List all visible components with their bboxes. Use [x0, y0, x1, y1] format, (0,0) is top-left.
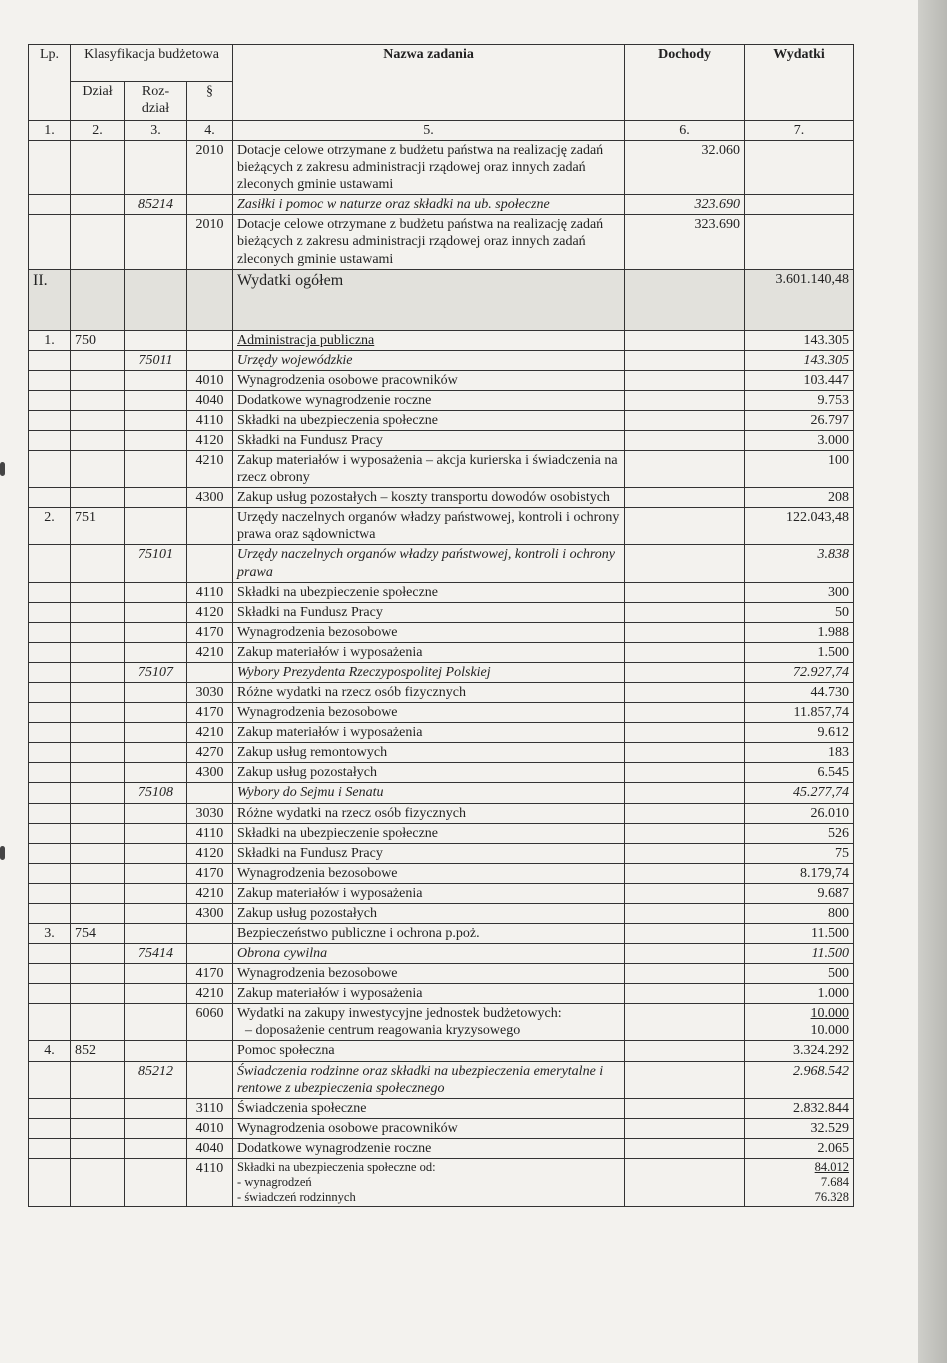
paragraph-code: 4210 [187, 984, 233, 1004]
expense-value: 45.277,74 [745, 783, 854, 803]
budget-table [28, 44, 854, 1207]
table-row [29, 743, 854, 763]
header-wydatki: Wydatki [745, 45, 854, 121]
item-name: Zakup materiałów i wyposażenia [233, 984, 625, 1004]
expense-value: 103.447 [745, 370, 854, 390]
summary-total: 3.601.140,48 [745, 269, 854, 330]
chapter-code: 75101 [125, 545, 187, 582]
expense-value: 32.529 [745, 1118, 854, 1138]
col-number: 7. [745, 121, 854, 141]
expense-value: 2.968.542 [745, 1061, 854, 1098]
item-name: Dodatkowe wynagrodzenie roczne [233, 390, 625, 410]
expense-value: 11.857,74 [745, 703, 854, 723]
expense-value: 11.500 [745, 944, 854, 964]
task-name: Dotacje celowe otrzymane z budżetu państwa na realizację zadań bieżących z zakresu administracji rządowej oraz innych zadań zleconych gminie ustawami [233, 215, 625, 269]
table-row [29, 883, 854, 903]
item-name: Zakup materiałów i wyposażenia [233, 642, 625, 662]
chapter-name: Urzędy naczelnych organów władzy państwowej, kontroli i ochrony prawa [233, 545, 625, 582]
division-code: 751 [71, 508, 125, 545]
header-dzial: Dział [71, 82, 125, 121]
income-value: 323.690 [625, 215, 745, 269]
expense-value: 26.797 [745, 410, 854, 430]
expense-cell [745, 1004, 854, 1041]
chapter-row [29, 783, 854, 803]
division-code: 750 [71, 330, 125, 350]
paragraph-code: 4170 [187, 863, 233, 883]
chapter-row [29, 350, 854, 370]
expense-subvalue: 76.328 [814, 1189, 850, 1204]
item-name: Zakup usług pozostałych [233, 763, 625, 783]
expense-subvalue: 10.000 [810, 1023, 850, 1039]
contribution-subitem: - wynagrodzeń [237, 1174, 312, 1189]
expense-value: 26.010 [745, 803, 854, 823]
table-row [29, 984, 854, 1004]
item-name: Składki na ubezpieczenie społeczne [233, 582, 625, 602]
chapter-name: Obrona cywilna [233, 944, 625, 964]
table-row [29, 141, 854, 195]
table-row [29, 431, 854, 451]
paragraph-code: 2010 [187, 215, 233, 269]
expense-value: 9.687 [745, 883, 854, 903]
expense-value: 1.500 [745, 642, 854, 662]
table-row [29, 390, 854, 410]
expense-value: 143.305 [745, 350, 854, 370]
chapter-code: 75108 [125, 783, 187, 803]
col-number: 5. [233, 121, 625, 141]
chapter-code: 85214 [125, 195, 187, 215]
paragraph-code: 4040 [187, 1138, 233, 1158]
paragraph-code: 4010 [187, 370, 233, 390]
chapter-name: Świadczenia rodzinne oraz składki na ubezpieczenia emerytalne i rentowe z ubezpieczenia społecznego [233, 1061, 625, 1098]
paragraph-code: 2010 [187, 141, 233, 195]
summary-lp: II. [29, 269, 71, 330]
investment-subitem: – doposażenie centrum reagowania kryzysowego [245, 1023, 521, 1039]
chapter-name: Wybory do Sejmu i Senatu [233, 783, 625, 803]
item-name: Składki na Fundusz Pracy [233, 843, 625, 863]
paragraph-code: 4210 [187, 723, 233, 743]
item-name: Zakup usług pozostałych – koszty transportu dowodów osobistych [233, 488, 625, 508]
table-row [29, 1098, 854, 1118]
investment-name: Wydatki na zakupy inwestycyjne jednostek budżetowych: [237, 1006, 562, 1022]
table-row [29, 642, 854, 662]
income-value: 32.060 [625, 141, 745, 195]
item-name: Składki na ubezpieczenie społeczne [233, 823, 625, 843]
item-name: Zakup usług remontowych [233, 743, 625, 763]
task-name: Dotacje celowe otrzymane z budżetu państwa na realizację zadań bieżących z zakresu administracji rządowej oraz innych zadań zleconych gminie ustawami [233, 141, 625, 195]
paragraph-code: 3030 [187, 803, 233, 823]
paragraph-code: 4120 [187, 843, 233, 863]
chapter-row [29, 545, 854, 582]
punch-hole-mark [0, 462, 5, 476]
expense-value: 11.500 [745, 923, 854, 943]
section-lp: 1. [29, 330, 71, 350]
paragraph-code: 4210 [187, 883, 233, 903]
item-name: Wynagrodzenia osobowe pracowników [233, 370, 625, 390]
expense-value: 10.000 [810, 1006, 850, 1022]
paragraph-code: 4270 [187, 743, 233, 763]
paragraph-code: 4300 [187, 763, 233, 783]
expense-value: 72.927,74 [745, 662, 854, 682]
paragraph-code: 4300 [187, 488, 233, 508]
table-row [29, 488, 854, 508]
expense-value: 9.753 [745, 390, 854, 410]
expense-value: 3.838 [745, 545, 854, 582]
chapter-row [29, 662, 854, 682]
expense-value: 8.179,74 [745, 863, 854, 883]
item-name: Wynagrodzenia bezosobowe [233, 863, 625, 883]
chapter-row [29, 944, 854, 964]
table-row [29, 723, 854, 743]
table-row [29, 1004, 854, 1041]
page-edge [918, 0, 947, 1363]
expense-value: 9.612 [745, 723, 854, 743]
paragraph-code: 4120 [187, 602, 233, 622]
section-lp: 2. [29, 508, 71, 545]
item-name: Wynagrodzenia bezosobowe [233, 703, 625, 723]
item-name [233, 1158, 625, 1206]
item-name: Składki na Fundusz Pracy [233, 431, 625, 451]
item-name: Zakup usług pozostałych [233, 903, 625, 923]
col-number: 3. [125, 121, 187, 141]
chapter-code: 75011 [125, 350, 187, 370]
expense-value: 526 [745, 823, 854, 843]
expense-value: 2.832.844 [745, 1098, 854, 1118]
table-row [29, 863, 854, 883]
section-row [29, 923, 854, 943]
summary-row [29, 269, 854, 330]
contribution-name: Składki na ubezpieczenia społeczne od: [237, 1159, 436, 1174]
paragraph-code: 4210 [187, 642, 233, 662]
income-value: 323.690 [625, 195, 745, 215]
contribution-subitem: - świadczeń rodzinnych [237, 1189, 356, 1204]
punch-hole-mark [0, 846, 5, 860]
paragraph-code: 4210 [187, 451, 233, 488]
section-row [29, 330, 854, 350]
header-lp: Lp. [29, 45, 71, 121]
column-numbers-row [29, 121, 854, 141]
table-row [29, 803, 854, 823]
summary-title: Wydatki ogółem [233, 269, 625, 330]
table-row [29, 582, 854, 602]
table-row [29, 1118, 854, 1138]
header-rozdzial: Roz- dział [125, 82, 187, 121]
header-paragraf: § [187, 82, 233, 121]
section-lp: 4. [29, 1041, 71, 1061]
section-row [29, 508, 854, 545]
item-name: Wynagrodzenia bezosobowe [233, 622, 625, 642]
expense-value: 3.000 [745, 431, 854, 451]
chapter-name: Urzędy wojewódzkie [233, 350, 625, 370]
expense-value: 3.324.292 [745, 1041, 854, 1061]
item-name [233, 1004, 625, 1041]
table-row [29, 703, 854, 723]
table-row [29, 843, 854, 863]
expense-cell [745, 1158, 854, 1206]
paragraph-code: 6060 [187, 1004, 233, 1041]
expense-value: 50 [745, 602, 854, 622]
col-number: 1. [29, 121, 71, 141]
header-row [29, 45, 854, 82]
item-name: Dodatkowe wynagrodzenie roczne [233, 1138, 625, 1158]
item-name: Różne wydatki na rzecz osób fizycznych [233, 803, 625, 823]
expense-value: 2.065 [745, 1138, 854, 1158]
table-row [29, 370, 854, 390]
section-row [29, 1041, 854, 1061]
expense-value: 143.305 [745, 330, 854, 350]
division-code: 852 [71, 1041, 125, 1061]
expense-value: 208 [745, 488, 854, 508]
paragraph-code: 4170 [187, 703, 233, 723]
paragraph-code: 4110 [187, 823, 233, 843]
table-row [29, 763, 854, 783]
chapter-name: Zasiłki i pomoc w naturze oraz składki na ub. społeczne [233, 195, 625, 215]
division-code: 754 [71, 923, 125, 943]
paragraph-code: 4110 [187, 582, 233, 602]
table-row [29, 683, 854, 703]
expense-value: 100 [745, 451, 854, 488]
paragraph-code: 4040 [187, 390, 233, 410]
division-name: Administracja publiczna [233, 330, 625, 350]
expense-value: 183 [745, 743, 854, 763]
table-row [29, 903, 854, 923]
expense-value: 122.043,48 [745, 508, 854, 545]
item-name: Zakup materiałów i wyposażenia [233, 883, 625, 903]
chapter-row [29, 1061, 854, 1098]
section-lp: 3. [29, 923, 71, 943]
division-name: Urzędy naczelnych organów władzy państwowej, kontroli i ochrony prawa oraz sądownictwa [233, 508, 625, 545]
table-row [29, 823, 854, 843]
header-nazwa: Nazwa zadania [233, 45, 625, 121]
division-name: Bezpieczeństwo publiczne i ochrona p.poż. [233, 923, 625, 943]
item-name: Zakup materiałów i wyposażenia – akcja kurierska i świadczenia na rzecz obrony [233, 451, 625, 488]
col-number: 2. [71, 121, 125, 141]
item-name: Składki na ubezpieczenia społeczne [233, 410, 625, 430]
paragraph-code: 4110 [187, 1158, 233, 1206]
item-name: Wynagrodzenia osobowe pracowników [233, 1118, 625, 1138]
header-dochody: Dochody [625, 45, 745, 121]
chapter-code: 85212 [125, 1061, 187, 1098]
chapter-code: 75107 [125, 662, 187, 682]
paragraph-code: 4170 [187, 964, 233, 984]
item-name: Składki na Fundusz Pracy [233, 602, 625, 622]
item-name: Różne wydatki na rzecz osób fizycznych [233, 683, 625, 703]
table-row [29, 195, 854, 215]
table-row [29, 602, 854, 622]
table-row [29, 964, 854, 984]
paragraph-code: 3110 [187, 1098, 233, 1118]
table-row [29, 1138, 854, 1158]
paragraph-code: 4120 [187, 431, 233, 451]
chapter-name: Wybory Prezydenta Rzeczypospolitej Polskiej [233, 662, 625, 682]
expense-value: 1.000 [745, 984, 854, 1004]
chapter-code: 75414 [125, 944, 187, 964]
expense-value: 75 [745, 843, 854, 863]
expense-value: 300 [745, 582, 854, 602]
expense-value: 44.730 [745, 683, 854, 703]
header-klasyfikacja: Klasyfikacja budżetowa [71, 45, 233, 82]
expense-value: 6.545 [745, 763, 854, 783]
paragraph-code: 4300 [187, 903, 233, 923]
item-name: Wynagrodzenia bezosobowe [233, 964, 625, 984]
paragraph-code: 4010 [187, 1118, 233, 1138]
expense-value: 500 [745, 964, 854, 984]
expense-value: 84.012 [814, 1159, 850, 1174]
paragraph-code: 3030 [187, 683, 233, 703]
item-name: Świadczenia społeczne [233, 1098, 625, 1118]
expense-value: 1.988 [745, 622, 854, 642]
expense-value: 800 [745, 903, 854, 923]
table-row [29, 1158, 854, 1206]
item-name: Zakup materiałów i wyposażenia [233, 723, 625, 743]
expense-subvalue: 7.684 [820, 1174, 850, 1189]
paragraph-code: 4110 [187, 410, 233, 430]
table-row [29, 410, 854, 430]
division-name: Pomoc społeczna [233, 1041, 625, 1061]
col-number: 4. [187, 121, 233, 141]
col-number: 6. [625, 121, 745, 141]
paragraph-code: 4170 [187, 622, 233, 642]
table-row [29, 622, 854, 642]
table-row [29, 451, 854, 488]
table-row [29, 215, 854, 269]
